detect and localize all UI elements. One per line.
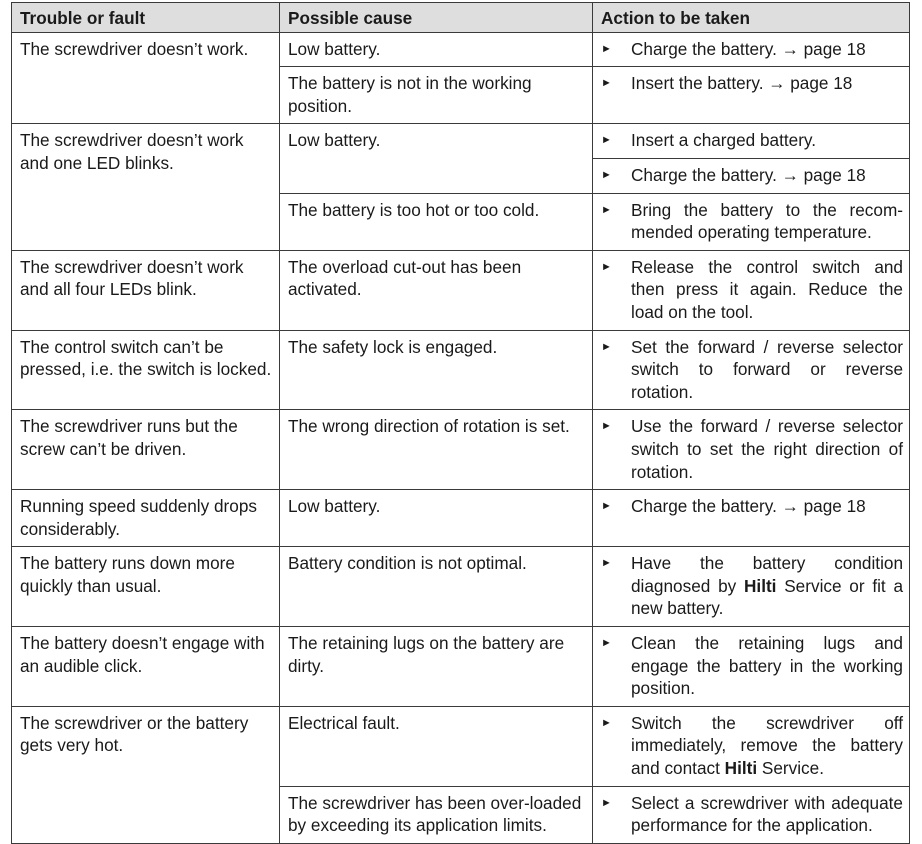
bullet-icon: ► — [601, 340, 612, 353]
action-text — [623, 712, 903, 780]
action-item — [601, 495, 903, 518]
table-row — [12, 706, 910, 786]
cause-cell: Low battery. — [280, 32, 593, 67]
action-text: Charge the battery. → page 18 — [631, 164, 866, 185]
action-text: Release the control switch and then press it again. Reduce the load on the tool. — [631, 256, 903, 322]
bullet-icon: ► — [601, 77, 612, 90]
brand-name: Hilti — [744, 575, 777, 596]
action-item — [601, 129, 903, 152]
action-item — [601, 336, 903, 404]
action-text-part: Have the battery condition diagnosed by — [631, 553, 903, 596]
bullet-icon: ► — [601, 500, 612, 513]
cause-cell: The battery is too hot or too cold. — [280, 193, 593, 250]
bullet-icon: ► — [601, 716, 612, 729]
action-text: Insert a charged battery. — [631, 130, 817, 151]
header-row — [12, 3, 910, 33]
action-cell — [593, 547, 910, 627]
action-text: Charge the battery. → page 18 — [631, 496, 866, 517]
action-text: Charge the battery. → page 18 — [631, 38, 866, 59]
cause-cell: The battery is not in the working position. — [280, 67, 593, 124]
action-text: Insert the battery. → page 18 — [631, 73, 853, 94]
bullet-icon: ► — [601, 420, 612, 433]
action-text-part: Service or fit a new battery. — [631, 575, 904, 619]
action-cell — [593, 410, 910, 490]
action-text-part: Switch the screwdriver off immediately, remove the battery and contact — [631, 712, 903, 779]
header-cause: Possible cause — [280, 3, 593, 33]
bullet-icon: ► — [601, 168, 612, 181]
action-cell — [593, 124, 910, 159]
bullet-icon: ► — [601, 134, 612, 147]
bullet-icon: ► — [601, 796, 612, 809]
fault-cell: The battery runs down more quickly than usual. — [12, 547, 280, 627]
header-fault: Trouble or fault — [12, 3, 280, 33]
table-body — [12, 32, 910, 843]
action-text: Select a screwdriver with adequate performance for the application. — [631, 792, 903, 836]
cause-cell: Battery condition is not optimal. — [280, 547, 593, 627]
table-row — [12, 547, 910, 627]
action-cell — [593, 786, 910, 843]
action-item — [601, 552, 903, 620]
cause-cell: The retaining lugs on the battery are dirty. — [280, 627, 593, 707]
bullet-icon: ► — [601, 42, 612, 55]
action-cell — [593, 330, 910, 410]
fault-cell: The battery doesn’t engage with an audible click. — [12, 627, 280, 707]
table-row — [12, 330, 910, 410]
cause-cell: The overload cut-out has been activated. — [280, 250, 593, 330]
action-cell — [593, 627, 910, 707]
action-cell — [593, 490, 910, 547]
header-action: Action to be taken — [593, 3, 910, 33]
table-header — [12, 3, 910, 33]
table-row — [12, 124, 910, 159]
fault-cell: The screwdriver or the battery gets very hot. — [12, 706, 280, 843]
bullet-icon: ► — [601, 637, 612, 650]
table-row — [12, 490, 910, 547]
troubleshooting-table — [11, 2, 910, 844]
fault-cell: Running speed suddenly drops considerably. — [12, 490, 280, 547]
action-text — [623, 552, 903, 620]
bullet-icon: ► — [601, 260, 612, 273]
action-item — [601, 415, 903, 483]
brand-name: Hilti — [724, 758, 758, 779]
action-item — [601, 38, 903, 61]
action-text: Bring the battery to the recom-mended operating temperature. — [631, 199, 903, 243]
fault-cell: The screwdriver doesn’t work and all four LEDs blink. — [12, 250, 280, 330]
table-row — [12, 250, 910, 330]
action-cell — [593, 158, 910, 193]
cause-cell: Electrical fault. — [280, 706, 593, 786]
action-cell — [593, 67, 910, 124]
fault-cell: The screwdriver runs but the screw can’t be driven. — [12, 410, 280, 490]
fault-cell: The screwdriver doesn’t work and one LED blinks. — [12, 124, 280, 250]
table-row — [12, 32, 910, 67]
action-item — [601, 199, 903, 244]
table-row — [12, 627, 910, 707]
action-text: Use the forward / reverse selector switch to set the right direction of rotation. — [631, 416, 903, 482]
bullet-icon: ► — [601, 557, 612, 570]
action-text-part: Service. — [757, 758, 824, 779]
cause-cell: The screwdriver has been over-loaded by exceeding its application limits. — [280, 786, 593, 843]
fault-cell: The control switch can’t be pressed, i.e. the switch is locked. — [12, 330, 280, 410]
action-item — [601, 712, 903, 780]
cause-cell: Low battery. — [280, 490, 593, 547]
action-text: Clean the retaining lugs and engage the battery in the working position. — [631, 633, 903, 699]
action-text: Set the forward / reverse selector switch to forward or reverse rotation. — [631, 336, 903, 402]
bullet-icon: ► — [601, 203, 612, 216]
action-item — [601, 256, 903, 324]
action-cell — [593, 32, 910, 67]
action-item — [601, 632, 903, 700]
action-item — [601, 164, 903, 187]
cause-cell: Low battery. — [280, 124, 593, 193]
action-cell — [593, 706, 910, 786]
cause-cell: The safety lock is engaged. — [280, 330, 593, 410]
action-cell — [593, 193, 910, 250]
cause-cell: The wrong direction of rotation is set. — [280, 410, 593, 490]
action-cell — [593, 250, 910, 330]
fault-cell: The screwdriver doesn’t work. — [12, 32, 280, 124]
action-item — [601, 792, 903, 837]
action-item — [601, 72, 903, 95]
table-row — [12, 410, 910, 490]
